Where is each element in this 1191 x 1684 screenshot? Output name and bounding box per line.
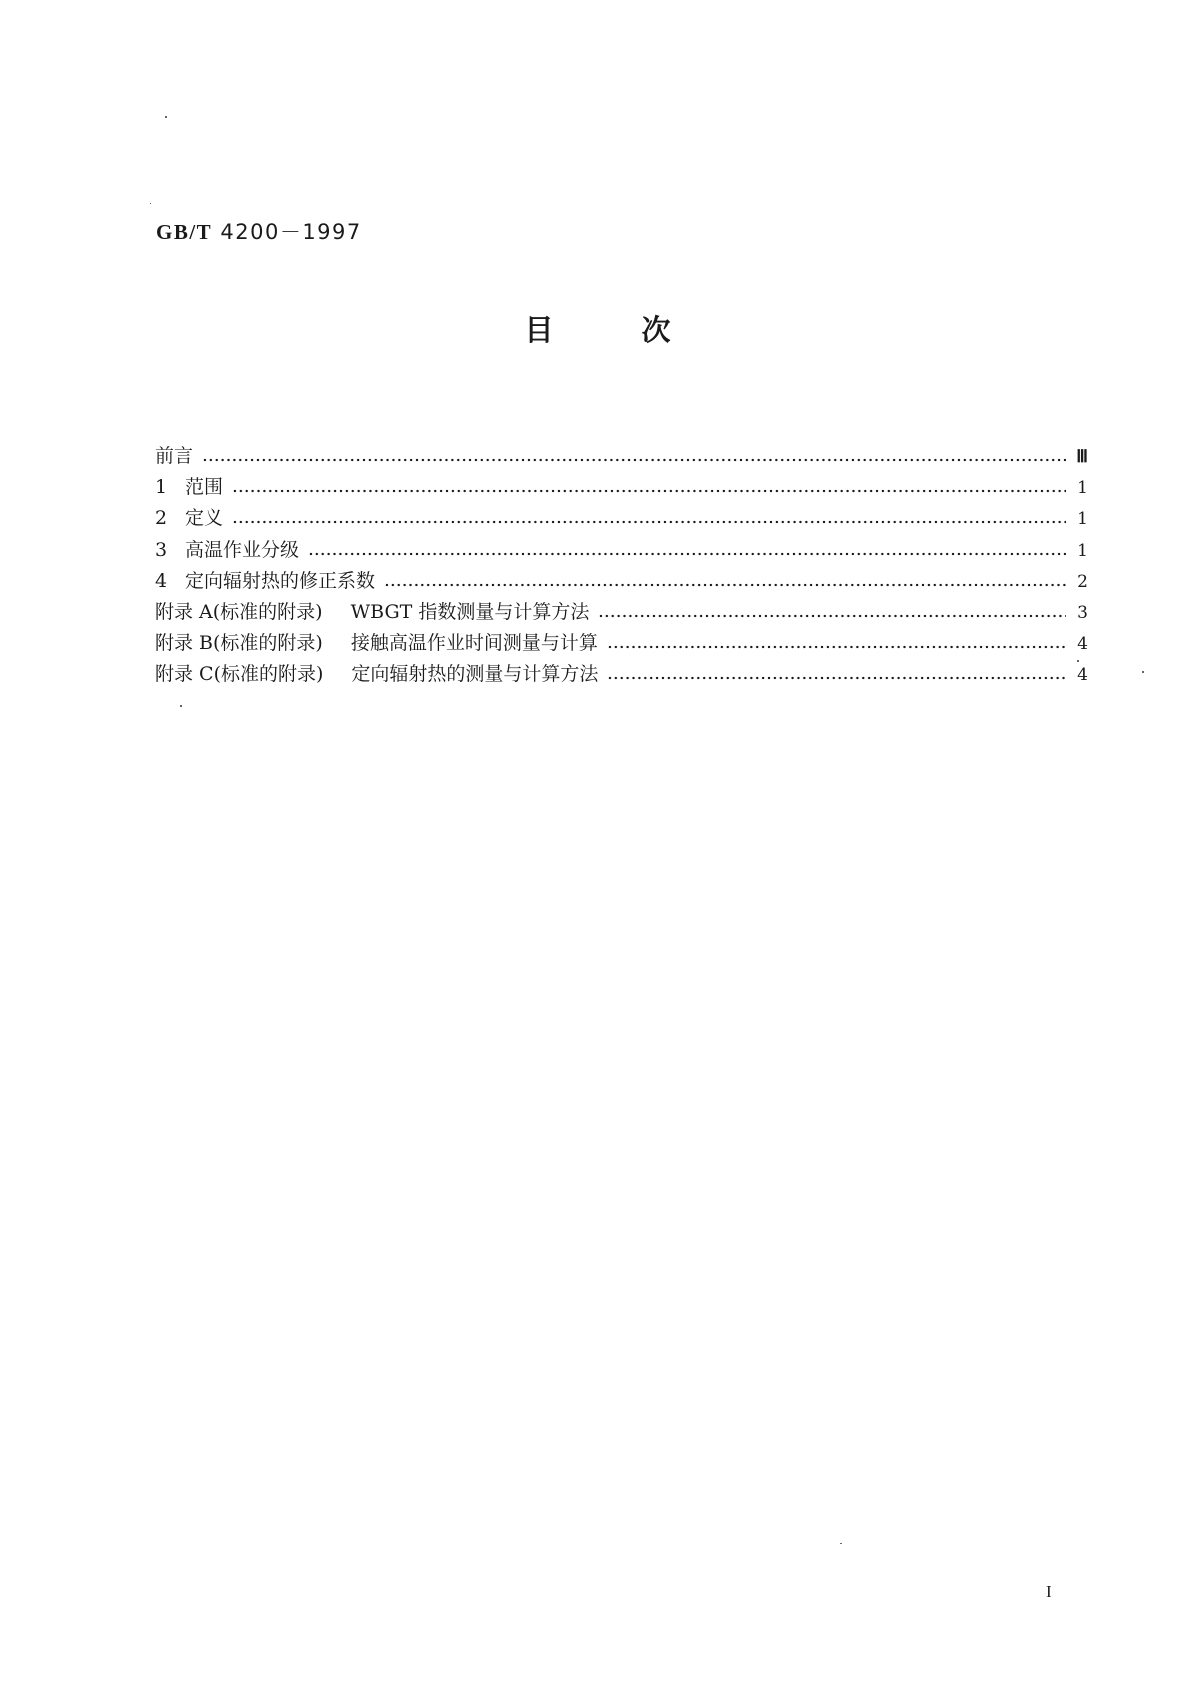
dot-leader: [232, 474, 1066, 493]
dot-leader: [232, 505, 1066, 524]
toc-entry-title: WBGT 指数测量与计算方法: [350, 600, 590, 623]
toc-entry-title: 定向辐射热的修正系数: [185, 569, 376, 592]
standard-code: [156, 216, 362, 246]
toc-entry-number: 3: [155, 538, 168, 561]
toc-row[interactable]: [155, 535, 1088, 566]
toc-entry-label: [155, 503, 223, 530]
toc-page-number: Ⅲ: [1076, 447, 1088, 466]
toc-entry-title: 定义: [185, 507, 224, 530]
page-footer-number: I: [1046, 1582, 1052, 1601]
appendix-prefix: 附录 C(标准的附录): [155, 663, 324, 686]
scan-speck: [1142, 671, 1144, 673]
scan-speck: [150, 203, 151, 204]
appendix-prefix: 附录 A(标准的附录): [155, 600, 323, 623]
toc-entry-label: [155, 472, 223, 499]
scan-speck: [180, 705, 182, 707]
toc-entry-title: 接触高温作业时间测量与计算: [350, 632, 598, 655]
dot-leader: [384, 568, 1066, 587]
scan-speck: [1077, 660, 1079, 662]
toc-entry-number: 4: [155, 569, 168, 592]
dot-leader: [598, 599, 1066, 618]
toc-entry-title: 范围: [185, 476, 224, 499]
standard-prefix: GB/T: [156, 220, 213, 244]
toc-row[interactable]: [155, 566, 1088, 597]
toc-entry-title: 定向辐射热的测量与计算方法: [351, 663, 599, 686]
toc-entry-title: 前言: [155, 445, 194, 467]
toc-row[interactable]: [155, 597, 1088, 628]
dot-leader: [607, 630, 1066, 649]
toc-entry-number: 1: [155, 476, 168, 499]
standard-number: 4200－1997: [220, 220, 362, 244]
dot-leader: [607, 661, 1066, 680]
toc-entry-label: [155, 628, 598, 655]
appendix-prefix: 附录 B(标准的附录): [155, 632, 323, 655]
toc-entry-label: [155, 566, 375, 593]
toc-row[interactable]: [155, 503, 1088, 534]
toc-page-number: 1: [1077, 509, 1088, 530]
toc-entry-number: 2: [155, 507, 168, 530]
toc-entry-label: [155, 597, 589, 624]
toc-page-number: 2: [1077, 571, 1088, 592]
table-of-contents: [155, 441, 1088, 691]
toc-page-number: 4: [1077, 634, 1088, 655]
dot-leader: [202, 443, 1066, 462]
page-title: 目次: [524, 313, 759, 347]
toc-row[interactable]: [155, 659, 1088, 690]
dot-leader: [308, 537, 1066, 556]
scan-speck: [165, 116, 167, 118]
toc-row[interactable]: [155, 441, 1088, 472]
toc-entry-label: [155, 441, 193, 468]
toc-entry-label: [155, 535, 299, 562]
toc-page-number: 4: [1077, 665, 1088, 686]
toc-entry-label: [155, 659, 598, 686]
toc-page-number: 3: [1077, 602, 1088, 623]
toc-page-number: 1: [1077, 478, 1088, 499]
toc-row[interactable]: [155, 628, 1088, 659]
toc-page-number: 1: [1077, 540, 1088, 561]
toc-entry-title: 高温作业分级: [185, 538, 300, 561]
scan-speck: [840, 1543, 842, 1544]
toc-row[interactable]: [155, 472, 1088, 503]
